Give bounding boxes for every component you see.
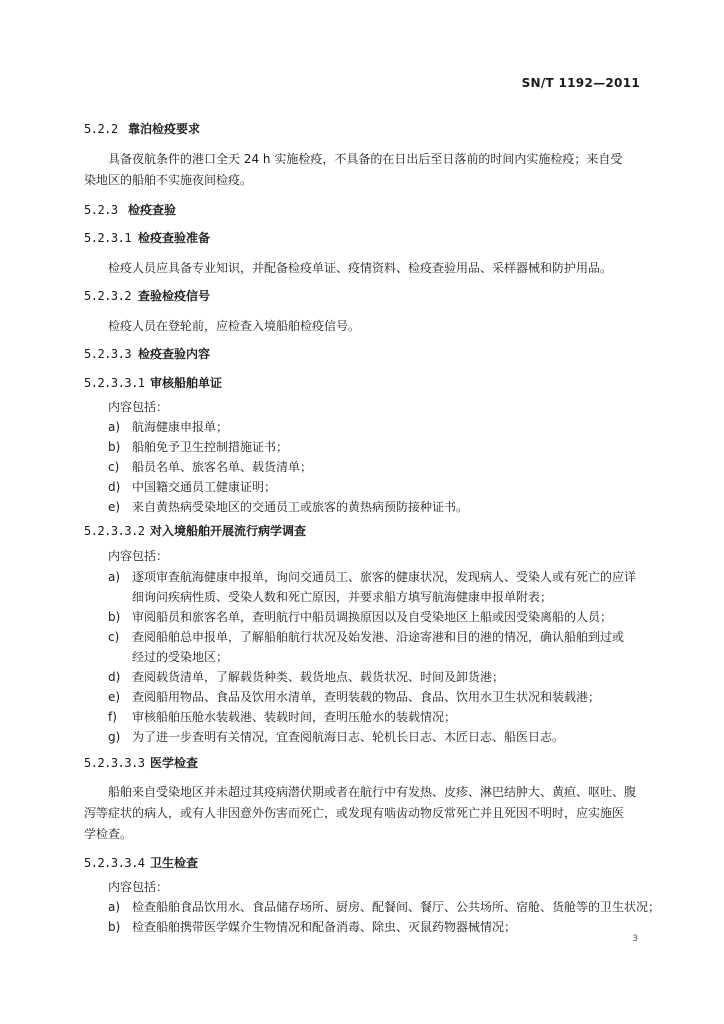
item-label: a) (108, 420, 121, 434)
section-title: 靠泊检疫要求 (128, 122, 201, 136)
item-text: 审阅船员和旅客名单，查明航行中船员调换原因以及自受染地区上船或因受染离船的人员； (132, 610, 613, 624)
item-label: b) (108, 440, 121, 454)
section-number: 5.2.3.3.4 (84, 856, 145, 870)
item-text: 航海健康申报单； (132, 420, 229, 434)
item-text: 检查船舶食品饮用水、食品储存场所、厨房、配餐间、餐厅、公共场所、宿舱、货舱等的卫生状况； (132, 900, 661, 914)
paragraph-line: 检疫人员应具备专业知识，并配备检疫单证、疫情资料、检疫查验用品、采样器械和防护用品。 (108, 261, 613, 275)
list-item-continuation: 经过的受染地区； (132, 650, 229, 664)
paragraph-line: 检疫人员在登轮前，应检查入境船舶检疫信号。 (108, 319, 361, 333)
list-item (108, 570, 636, 584)
section-heading-5-2-3-3 (84, 347, 210, 361)
section-heading-5-2-2 (84, 122, 200, 136)
item-label: b) (108, 610, 121, 624)
item-label: g) (108, 730, 121, 744)
list-item-continuation: 细询问疾病性质、受染人数和死亡原因，并要求船方填写航海健康申报单附表； (132, 590, 553, 604)
list-item (108, 420, 228, 434)
section-heading-5-2-3-3-3 (84, 756, 198, 770)
section-title: 医学检查 (150, 756, 199, 770)
section-number: 5.2.3.3 (84, 347, 132, 361)
list-item (108, 690, 600, 704)
section-number: 5.2.3.2 (84, 289, 132, 303)
item-label: a) (108, 570, 121, 584)
section-title: 审核船舶单证 (150, 376, 223, 390)
list-item (108, 670, 504, 684)
section-title: 检疫查验内容 (138, 347, 211, 361)
item-label: e) (108, 690, 121, 704)
item-label: d) (108, 480, 121, 494)
item-label: e) (108, 500, 121, 514)
item-text: 逐项审查航海健康申报单，询问交通员工、旅客的健康状况，发现病人、受染人或有死亡的应详 (132, 570, 637, 584)
list-item (108, 710, 456, 724)
list-item (108, 480, 276, 494)
standard-code: SN/T 1192—2011 (521, 76, 640, 90)
section-heading-5-2-3 (84, 203, 176, 217)
section-heading-5-2-3-3-4 (84, 856, 198, 870)
section-title: 对入境船舶开展流行病学调查 (150, 524, 307, 538)
list-item (108, 730, 564, 744)
item-text: 查阅船舶总申报单，了解船舶航行状况及始发港、沿途寄港和目的港的情况，确认船舶到过或 (132, 630, 625, 644)
section-heading-5-2-3-3-2 (84, 524, 306, 538)
item-text: 船员名单、旅客名单、载货清单； (132, 460, 313, 474)
list-item (108, 440, 288, 454)
section-title: 卫生检查 (150, 856, 199, 870)
paragraph-line: 泻等症状的病人，或有人非因意外伤害而死亡，或发现有啮齿动物反常死亡并且死因不明时，应实施医 (84, 806, 625, 820)
section-number: 5.2.3.3.1 (84, 376, 145, 390)
section-heading-5-2-3-2 (84, 289, 210, 303)
list-item (108, 900, 660, 914)
section-number: 5.2.3.3.2 (84, 524, 145, 538)
list-item (108, 460, 312, 474)
section-heading-5-2-3-1 (84, 231, 210, 245)
section-title: 检疫查验准备 (138, 231, 211, 245)
list-item (108, 500, 468, 514)
paragraph-line: 学检查。 (84, 827, 133, 841)
list-intro: 内容包括： (108, 880, 169, 894)
item-text: 查阅载货清单，了解载货种类、载货地点、载货状况、时间及卸货港； (132, 670, 505, 684)
list-intro: 内容包括： (108, 400, 169, 414)
item-text: 审核船舶压舱水装载港、装载时间，查明压舱水的装载情况； (132, 710, 457, 724)
item-text: 船舶免予卫生控制措施证书； (132, 440, 289, 454)
list-item (108, 630, 624, 644)
item-label: c) (108, 460, 120, 474)
list-item (108, 920, 516, 934)
list-intro: 内容包括： (108, 549, 169, 563)
paragraph-line: 染地区的船舶不实施夜间检疫。 (84, 173, 253, 187)
item-label: d) (108, 670, 121, 684)
item-text: 为了进一步查明有关情况，宜查阅航海日志、轮机长日志、木匠日志、船医日志。 (132, 730, 565, 744)
item-text: 检查船舶携带医学媒介生物情况和配备消毒、除虫、灭鼠药物器械情况； (132, 920, 517, 934)
section-title: 检疫查验 (128, 203, 177, 217)
section-number: 5.2.2 (84, 122, 118, 136)
section-number: 5.2.3.1 (84, 231, 132, 245)
section-number: 5.2.3.3.3 (84, 756, 145, 770)
section-heading-5-2-3-3-1 (84, 376, 222, 390)
item-text: 查阅船用物品、食品及饮用水清单，查明装载的物品、食品、饮用水卫生状况和装载港； (132, 690, 601, 704)
page-number: 3 (632, 934, 638, 944)
list-item (108, 610, 612, 624)
paragraph-line: 船舶来自受染地区并未超过其疫病潜伏期或者在航行中有发热、皮疹、淋巴结肿大、黄疸、呕吐、腹 (108, 785, 637, 799)
item-text: 来自黄热病受染地区的交通员工或旅客的黄热病预防接种证书。 (132, 500, 469, 514)
item-label: c) (108, 630, 120, 644)
item-text: 中国籍交通员工健康证明； (132, 480, 277, 494)
paragraph-line: 具备夜航条件的港口全天 24 h 实施检疫，不具备的在日出后至日落前的时间内实施检疫；来自受 (108, 152, 623, 166)
section-number: 5.2.3 (84, 203, 118, 217)
item-label: b) (108, 920, 121, 934)
item-label: a) (108, 900, 121, 914)
section-title: 查验检疫信号 (138, 289, 211, 303)
item-label: f) (108, 710, 117, 724)
